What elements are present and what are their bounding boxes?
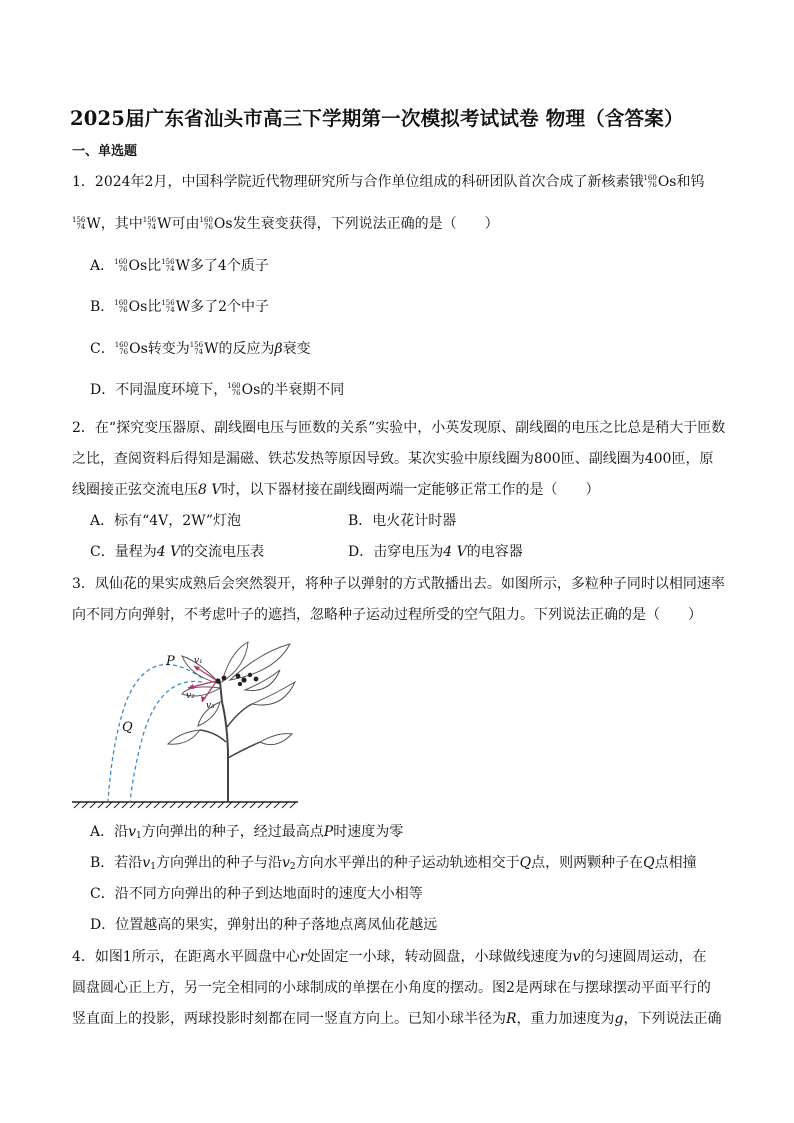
q1-text: 和钨 [676,174,705,190]
q2-option-a[interactable]: A．标有“4V，2W”灯泡 [90,513,241,529]
q3-option-a[interactable]: A．沿$v_1$方向弹出的种子，经过最高点P时速度为零 [90,824,404,841]
q2-option-b[interactable]: B．电火花计时器 [348,513,457,529]
q1-option-b[interactable]: B． 160 76 Os比 156 74 W多了2个中子 [90,299,270,315]
q1-option-a[interactable]: A． 160 76 Os比 156 74 W多了4个质子 [90,258,269,274]
nuclide-w: 156 74 W [142,216,172,232]
section-heading: 一、单选题 [72,144,138,159]
q3-option-c[interactable]: C．沿不同方向弹出的种子到达地面时的速度大小相等 [90,886,423,902]
q4-line-3: 竖直面上的投影，两球投影时刻都在同一竖直方向上。已知小球半径为R，重力加速度为g，下列说法正确 [72,1011,722,1027]
q3-line-2: 向不同方向弹射，不考虑叶子的遮挡，忽略种子运动过程所受的空气阻力。下列说法正确的是（ ） [72,607,702,623]
q1-line-2: 156 74 W，其中 156 74 W可由 160 76 Os发生衰变获得，下列说法正确的是（ ） [72,216,499,232]
q1-line-1 [72,171,705,191]
q1-text: 1．2024年2月，中国科学院近代物理研究所与合作单位组成的科研团队首次合成了新核素锇 [72,174,644,190]
label-p: P [166,654,175,669]
q2-line-3: 线圈接正弦交流电压8 V时，以下器材接在副线圈两端一定能够正常工作的是（ ） [72,482,600,498]
label-q: Q [122,720,133,735]
q2-line-2: 之比，查阅资料后得知是漏磁、铁芯发热等原因导致。某次实验中原线圈为800匝、副线圈为400匝，原 [72,451,714,467]
nuclide-os: 160 76 Os [643,174,677,190]
label-v2: v₂ [186,691,195,701]
q1-option-c[interactable]: C． 160 76 Os转变为 156 74 W的反应为β衰变 [90,341,311,357]
seed-cluster [215,673,258,686]
q4-line-2: 圆盘圆心正上方，另一完全相同的小球制成的单摆在小角度的摆动。图2是两球在与摆球摆动平面平行的 [72,980,711,996]
page-title: 2025届广东省汕头市高三下学期第一次模拟考试试卷 物理（含答案） [70,107,684,130]
q2-option-c[interactable]: C．量程为4 V的交流电压表 [90,544,265,560]
q2-option-d[interactable]: D．击穿电压为4 V的电容器 [348,544,523,560]
q1-option-d[interactable]: D．不同温度环境下， 160 76 Os的半衰期不同 [90,382,345,398]
plant-stem [220,682,228,802]
q2-line-1: 2．在“探究变压器原、副线圈电压与匝数的关系”实验中，小英发现原、副线圈的电压之比总是稍大于匝数 [72,420,726,436]
label-v1: v₁ [194,656,203,666]
q3-option-d[interactable]: D．位置越高的果实，弹射出的种子落地点离凤仙花越远 [90,917,438,933]
balsam-plant-figure [70,632,305,812]
ground-hatch [74,802,296,808]
q4-line-1: 4．如图1所示，在距离水平圆盘中心r处固定一小球，转动圆盘，小球做线速度为v的匀速圆周运动，在 [72,949,707,965]
q3-option-b[interactable]: B．若沿$v_1$方向弹出的种子与沿$v_2$方向水平弹出的种子运动轨迹相交于Q点，则两颗种子在Q点相撞 [90,855,697,872]
q3-line-1: 3．凤仙花的果实成熟后会突然裂开，将种子以弹射的方式散播出去。如图所示，多粒种子同时以相同速率 [72,576,725,592]
nuclide-os: 160 76 Os [199,216,233,232]
label-v3: v₃ [206,701,215,711]
nuclide-w: 156 74 W [72,216,101,232]
